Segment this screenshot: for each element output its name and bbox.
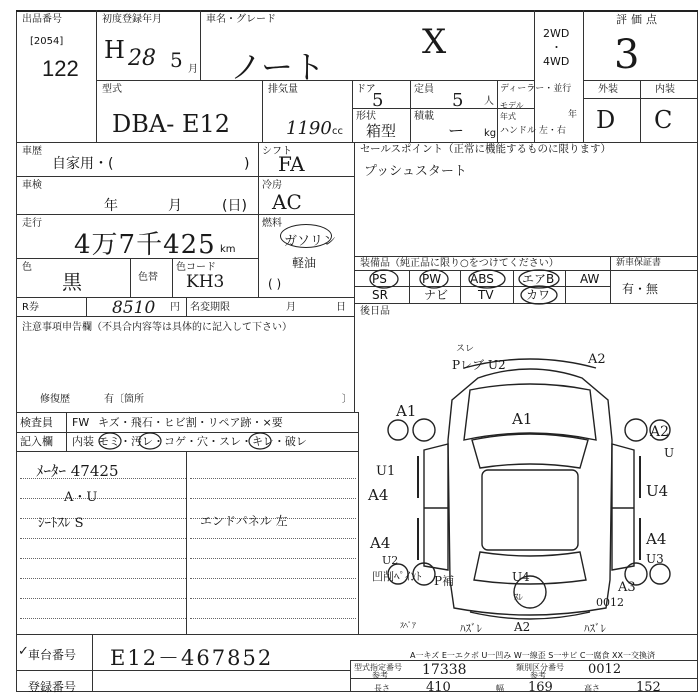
drive-4wd: 4WD: [543, 55, 570, 68]
capacity-label: 定員: [414, 84, 434, 95]
inspection-month: 月: [168, 198, 182, 214]
inspector-line-2: モミ・汚レ・コゲ・穴・スレ・キレ・破レ: [98, 435, 307, 448]
type-cert-ref: 参考: [372, 671, 388, 680]
mileage-label: 走行: [22, 218, 42, 229]
equipment-label: 装備品（純正品に限り○をつけてください）: [360, 258, 559, 269]
rating-value: 3: [614, 32, 640, 78]
dmg-bumper-br: ﾊｽﾞﾚ: [584, 622, 606, 635]
load: ー: [448, 121, 465, 140]
aircon-label: 冷房: [262, 180, 282, 191]
first-reg-label: 初度登録年月: [102, 14, 162, 25]
model-year-label: モデル年式: [500, 101, 524, 121]
chassis-value: E12－467852: [110, 646, 274, 670]
dmg-spare: ｽﾍﾟｱ: [400, 621, 416, 630]
fuel-label: 燃料: [262, 218, 282, 229]
first-reg-era: H: [104, 36, 125, 64]
chassis-label: 車台番号: [28, 648, 77, 662]
dmg-u4-bottom: U4: [512, 570, 530, 584]
inspection-label: 車検: [22, 180, 42, 191]
dmg-pmark: P補: [434, 574, 455, 588]
aircon-value: AC: [272, 190, 302, 214]
damage-legend: A一キズ E一エクボ U一凹み W一線歪 S一サビ C一腐食 XX一交換済: [410, 651, 656, 660]
recycle-unit: 円: [170, 302, 180, 313]
deadline-day: 日: [336, 302, 346, 313]
displacement-label: 排気量: [268, 84, 298, 95]
length: 410: [426, 680, 451, 695]
dmg-a4-left: A4: [368, 486, 389, 504]
inspector-note-4: エンドパネル 左: [200, 514, 288, 528]
load-unit: kg: [484, 128, 497, 139]
exterior-label: 外装: [598, 84, 618, 95]
check-mark: ✓: [18, 644, 29, 659]
dmg-a2-right: A2: [650, 424, 670, 440]
color-tone-label: 色替: [138, 272, 158, 283]
dmg-notch: 凹削ﾍﾟｲﾝﾄ: [372, 570, 422, 583]
class-number: 0012: [588, 662, 622, 677]
first-reg-month-unit: 月: [188, 64, 198, 75]
dmg-u2-lower-left: U2: [382, 554, 399, 567]
length-label: 長さ: [374, 684, 390, 693]
interior-grade: C: [654, 106, 673, 134]
shift-label: シフト: [262, 146, 292, 157]
drive-dot: ・: [551, 41, 562, 54]
type-cert: 17338: [422, 662, 467, 678]
equip-navi: ナビ: [424, 288, 449, 302]
dmg-top: スレ: [456, 344, 475, 354]
handle-label: ハンドル 左・右: [500, 126, 566, 136]
lot-code: [2054]: [30, 36, 64, 47]
inspector-interior: 内装: [72, 435, 94, 448]
car-name-label: 車名・グレード: [206, 14, 276, 25]
width-label: 幅: [496, 684, 504, 693]
inspector-label-2: 記入欄: [20, 435, 53, 448]
repair-label: 修復歴: [40, 394, 70, 405]
doors-label: ドア: [356, 84, 376, 95]
inspector-circles: [96, 430, 296, 452]
equipment-circles: [354, 262, 614, 306]
color-code: KH3: [186, 272, 225, 292]
displacement-unit: cc: [332, 126, 343, 137]
rating-label: 評価点: [616, 13, 661, 26]
history-close: ): [244, 156, 250, 172]
mileage-value: 4万7千425: [74, 230, 216, 260]
repair-close: 〕: [342, 394, 352, 405]
capacity: 5: [452, 90, 464, 111]
history-value: 自家用・(: [52, 156, 114, 172]
lot-label: 出品番号: [22, 14, 62, 25]
dmg-a1-left: A1: [396, 402, 417, 420]
color-value: 黒: [62, 270, 82, 294]
first-reg-month: 5: [170, 48, 183, 72]
equip-leather: カワ: [526, 288, 551, 302]
height-label: 高さ: [584, 684, 600, 693]
dmg-u1-left: U1: [376, 464, 396, 479]
sales-point-label: セールスポイント（正常に機能するものに限ります）: [360, 143, 612, 155]
history-label: 車歴: [22, 146, 42, 157]
dealer-label: ディーラー・並行: [500, 84, 572, 94]
dmg-a2-bottom: A2: [514, 620, 531, 634]
inspector-fw: FW: [72, 416, 90, 429]
displacement: 1190: [286, 118, 332, 139]
notes-label: 注意事項申告欄（不具合内容等は具体的に記入して下さい）: [22, 322, 292, 333]
inspector-note-1: ﾒｰﾀｰ 47425: [36, 462, 119, 480]
repair-value: 有〔箇所: [104, 394, 144, 405]
dmg-numeral: 0012: [596, 596, 624, 609]
equip-sr: SR: [372, 288, 388, 302]
equip-airbag: エアB: [522, 272, 555, 286]
shift-value: FA: [278, 152, 305, 176]
interior-label: 内装: [655, 84, 675, 95]
warranty-value: 有・無: [622, 282, 659, 296]
color-code-label: 色コード: [176, 262, 216, 273]
dmg-a2-top: A2: [588, 352, 606, 367]
width: 169: [528, 680, 553, 695]
doors: 5: [372, 90, 384, 111]
dmg-u-right: U: [664, 446, 675, 460]
drive-2wd: 2WD: [543, 27, 570, 40]
fuel-circle: [280, 224, 332, 248]
dmg-sure-bottom: ｽﾚ: [514, 593, 524, 603]
dmg-u4-right: U4: [646, 482, 669, 500]
dmg-bumper-bl: ﾊｽﾞﾚ: [460, 622, 482, 635]
load-label: 積載: [414, 111, 434, 122]
equip-pw: PW: [422, 272, 442, 286]
height: 152: [636, 680, 661, 695]
deadline-month: 月: [286, 302, 296, 313]
inspection-day: (日): [222, 198, 247, 214]
registration-label: 登録番号: [28, 680, 77, 694]
equip-abs: ABS: [470, 272, 494, 286]
equip-tv: TV: [478, 288, 494, 302]
car-grade: X: [422, 22, 447, 62]
model-year-unit: 年: [568, 110, 578, 120]
equip-ps: PS: [372, 272, 387, 286]
fuel-gasoline: ガソリン: [284, 234, 337, 249]
inspector-line-1: キズ・飛石・ヒビ割・リペア跡・×要: [98, 416, 283, 429]
dmg-plug: Pレブ U2: [452, 358, 506, 372]
recycle-value: 8510: [112, 298, 156, 318]
model-code: DBA- E12: [112, 110, 231, 138]
inspector-note-2: A・U: [64, 490, 98, 505]
inspection-year: 年: [104, 198, 118, 214]
dmg-a3-lower: A3: [618, 580, 636, 595]
dmg-a1-center: A1: [512, 410, 533, 428]
warranty-label: 新車保証書: [616, 258, 662, 268]
shape-label: 形状: [356, 111, 376, 122]
lot-number: 122: [42, 56, 79, 81]
recycle-label: R券: [22, 302, 39, 313]
model-label: 型式: [102, 84, 122, 95]
after-date-label: 後日品: [360, 306, 390, 317]
fuel-diesel: 軽油: [292, 256, 317, 270]
inspector-note-3: ｼｰﾄｽﾚ S: [38, 516, 84, 531]
color-label: 色: [22, 262, 32, 273]
class-ref: 参考: [530, 671, 546, 680]
car-name: ノート: [230, 48, 326, 86]
deadline-label: 名変期限: [190, 302, 230, 313]
dmg-u3-right: U3: [646, 552, 664, 566]
sales-point-value: プッシュスタート: [364, 164, 467, 179]
dmg-a4-lower-right: A4: [646, 530, 667, 548]
equip-aw: AW: [580, 272, 600, 286]
type-cert-label: 型式指定番号: [354, 663, 402, 672]
fuel-other: ( ): [268, 277, 282, 291]
inspector-label-1: 検査員: [20, 416, 53, 429]
first-reg-year: 28: [128, 46, 156, 71]
shape: 箱型: [366, 122, 397, 140]
exterior-grade: D: [596, 106, 616, 134]
mileage-unit: km: [220, 244, 236, 255]
class-label: 類別区分番号: [516, 663, 564, 672]
dmg-a4-lower-left: A4: [370, 534, 391, 552]
capacity-unit: 人: [484, 96, 494, 107]
